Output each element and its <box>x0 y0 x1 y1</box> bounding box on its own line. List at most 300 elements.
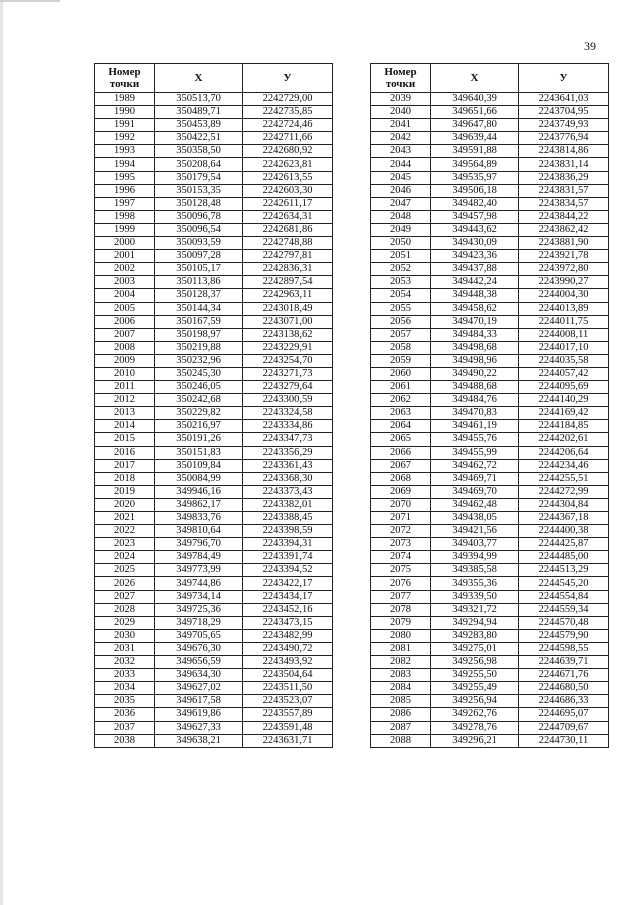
x-coordinate-cell: 349448,38 <box>431 289 519 302</box>
y-coordinate-cell: 2242735,85 <box>243 106 333 119</box>
point-number-cell: 2069 <box>371 485 431 498</box>
table-row <box>95 512 333 525</box>
y-coordinate-cell: 2244367,18 <box>519 512 609 525</box>
table-row <box>371 656 609 669</box>
header-y: У <box>243 64 333 93</box>
table-row <box>371 315 609 328</box>
x-coordinate-cell: 349484,33 <box>431 328 519 341</box>
y-coordinate-cell: 2242634,31 <box>243 210 333 223</box>
point-number-cell: 2049 <box>371 223 431 236</box>
point-number-cell: 2018 <box>95 472 155 485</box>
table-row <box>371 446 609 459</box>
y-coordinate-cell: 2242681,86 <box>243 223 333 236</box>
x-coordinate-cell: 349651,66 <box>431 106 519 119</box>
table-row <box>95 184 333 197</box>
y-coordinate-cell: 2244545,20 <box>519 577 609 590</box>
y-coordinate-cell: 2243504,64 <box>243 669 333 682</box>
y-coordinate-cell: 2242729,00 <box>243 93 333 106</box>
y-coordinate-cell: 2242797,81 <box>243 250 333 263</box>
y-coordinate-cell: 2244013,89 <box>519 302 609 315</box>
y-coordinate-cell: 2243631,71 <box>243 734 333 747</box>
x-coordinate-cell: 350151,83 <box>155 446 243 459</box>
y-coordinate-cell: 2242680,92 <box>243 145 333 158</box>
x-coordinate-cell: 349833,76 <box>155 512 243 525</box>
point-number-cell: 1992 <box>95 132 155 145</box>
y-coordinate-cell: 2243834,57 <box>519 197 609 210</box>
x-coordinate-cell: 350242,68 <box>155 394 243 407</box>
y-coordinate-cell: 2244008,11 <box>519 328 609 341</box>
point-number-cell: 2017 <box>95 459 155 472</box>
point-number-cell: 2081 <box>371 642 431 655</box>
table-row <box>371 577 609 590</box>
x-coordinate-cell: 349591,88 <box>431 145 519 158</box>
x-coordinate-cell: 349469,71 <box>431 472 519 485</box>
header-point-number-line1: Номер <box>384 66 417 78</box>
y-coordinate-cell: 2244304,84 <box>519 498 609 511</box>
x-coordinate-cell: 349676,30 <box>155 642 243 655</box>
point-number-cell: 2007 <box>95 328 155 341</box>
point-number-cell: 2043 <box>371 145 431 158</box>
x-coordinate-cell: 349462,48 <box>431 498 519 511</box>
y-coordinate-cell: 2244554,84 <box>519 590 609 603</box>
table-row <box>95 669 333 682</box>
x-coordinate-cell: 349256,98 <box>431 656 519 669</box>
point-number-cell: 2084 <box>371 682 431 695</box>
y-coordinate-cell: 2243836,29 <box>519 171 609 184</box>
x-coordinate-cell: 350191,26 <box>155 433 243 446</box>
point-number-cell: 2085 <box>371 695 431 708</box>
table-row <box>95 145 333 158</box>
point-number-cell: 2055 <box>371 302 431 315</box>
table-row <box>95 302 333 315</box>
table-row <box>95 328 333 341</box>
table-row <box>95 315 333 328</box>
table-row <box>371 590 609 603</box>
x-coordinate-cell: 350453,89 <box>155 119 243 132</box>
x-coordinate-cell: 350358,50 <box>155 145 243 158</box>
point-number-cell: 2016 <box>95 446 155 459</box>
table-row <box>95 551 333 564</box>
table-row <box>95 367 333 380</box>
point-number-cell: 2083 <box>371 669 431 682</box>
y-coordinate-cell: 2242613,55 <box>243 171 333 184</box>
point-number-cell: 2048 <box>371 210 431 223</box>
x-coordinate-cell: 349784,49 <box>155 551 243 564</box>
table-row <box>95 629 333 642</box>
point-number-cell: 2030 <box>95 629 155 642</box>
table-row <box>95 394 333 407</box>
table-row <box>95 132 333 145</box>
y-coordinate-cell: 2243844,22 <box>519 210 609 223</box>
y-coordinate-cell: 2244004,30 <box>519 289 609 302</box>
y-coordinate-cell: 2243394,52 <box>243 564 333 577</box>
point-number-cell: 2062 <box>371 394 431 407</box>
point-number-cell: 2035 <box>95 695 155 708</box>
x-coordinate-cell: 349718,29 <box>155 616 243 629</box>
y-coordinate-cell: 2244570,48 <box>519 616 609 629</box>
y-coordinate-cell: 2243749,93 <box>519 119 609 132</box>
point-number-cell: 2012 <box>95 394 155 407</box>
point-number-cell: 2066 <box>371 446 431 459</box>
x-coordinate-cell: 349423,36 <box>431 250 519 263</box>
table-row <box>95 354 333 367</box>
x-coordinate-cell: 349462,72 <box>431 459 519 472</box>
x-coordinate-cell: 350513,70 <box>155 93 243 106</box>
point-number-cell: 2056 <box>371 315 431 328</box>
x-coordinate-cell: 349862,17 <box>155 498 243 511</box>
y-coordinate-cell: 2242623,81 <box>243 158 333 171</box>
table-row <box>95 263 333 276</box>
header-point-number <box>95 64 155 93</box>
x-coordinate-cell: 349438,05 <box>431 512 519 525</box>
point-number-cell: 2077 <box>371 590 431 603</box>
point-number-cell: 2013 <box>95 407 155 420</box>
y-coordinate-cell: 2244686,33 <box>519 695 609 708</box>
y-coordinate-cell: 2244234,46 <box>519 459 609 472</box>
table-row <box>371 498 609 511</box>
y-coordinate-cell: 2243324,58 <box>243 407 333 420</box>
point-number-cell: 2027 <box>95 590 155 603</box>
x-coordinate-cell: 349455,99 <box>431 446 519 459</box>
x-coordinate-cell: 350198,97 <box>155 328 243 341</box>
table-row <box>371 734 609 747</box>
point-number-cell: 1993 <box>95 145 155 158</box>
y-coordinate-cell: 2243334,86 <box>243 420 333 433</box>
x-coordinate-cell: 349656,59 <box>155 656 243 669</box>
x-coordinate-cell: 349796,70 <box>155 538 243 551</box>
table-row <box>371 708 609 721</box>
point-number-cell: 2071 <box>371 512 431 525</box>
x-coordinate-cell: 350144,34 <box>155 302 243 315</box>
table-row <box>371 289 609 302</box>
x-coordinate-cell: 349355,36 <box>431 577 519 590</box>
x-coordinate-cell: 349283,80 <box>431 629 519 642</box>
point-number-cell: 2087 <box>371 721 431 734</box>
scan-mark <box>0 0 60 2</box>
y-coordinate-cell: 2242603,30 <box>243 184 333 197</box>
point-number-cell: 2072 <box>371 525 431 538</box>
table-row <box>95 472 333 485</box>
point-number-cell: 2039 <box>371 93 431 106</box>
y-coordinate-cell: 2243862,42 <box>519 223 609 236</box>
point-number-cell: 2025 <box>95 564 155 577</box>
table-row <box>371 237 609 250</box>
y-coordinate-cell: 2243493,92 <box>243 656 333 669</box>
y-coordinate-cell: 2243523,07 <box>243 695 333 708</box>
table-row <box>371 551 609 564</box>
table-row <box>371 158 609 171</box>
point-number-cell: 2044 <box>371 158 431 171</box>
x-coordinate-cell: 349437,88 <box>431 263 519 276</box>
x-coordinate-cell: 349498,68 <box>431 341 519 354</box>
x-coordinate-cell: 349275,01 <box>431 642 519 655</box>
table-row <box>95 250 333 263</box>
x-coordinate-cell: 350208,64 <box>155 158 243 171</box>
point-number-cell: 1999 <box>95 223 155 236</box>
point-number-cell: 2010 <box>95 367 155 380</box>
point-number-cell: 1994 <box>95 158 155 171</box>
point-number-cell: 2047 <box>371 197 431 210</box>
y-coordinate-cell: 2243229,91 <box>243 341 333 354</box>
y-coordinate-cell: 2244730,11 <box>519 734 609 747</box>
point-number-cell: 2058 <box>371 341 431 354</box>
point-number-cell: 2028 <box>95 603 155 616</box>
y-coordinate-cell: 2244206,64 <box>519 446 609 459</box>
table-row <box>95 407 333 420</box>
x-coordinate-cell: 349488,68 <box>431 381 519 394</box>
point-number-cell: 2078 <box>371 603 431 616</box>
y-coordinate-cell: 2242836,31 <box>243 263 333 276</box>
point-number-cell: 2026 <box>95 577 155 590</box>
y-coordinate-cell: 2243776,94 <box>519 132 609 145</box>
point-number-cell: 1997 <box>95 197 155 210</box>
table-row <box>95 276 333 289</box>
x-coordinate-cell: 349810,64 <box>155 525 243 538</box>
x-coordinate-cell: 349744,86 <box>155 577 243 590</box>
x-coordinate-cell: 349469,70 <box>431 485 519 498</box>
y-coordinate-cell: 2243382,01 <box>243 498 333 511</box>
point-number-cell: 2052 <box>371 263 431 276</box>
x-coordinate-cell: 349278,76 <box>431 721 519 734</box>
point-number-cell: 2005 <box>95 302 155 315</box>
table-row <box>371 629 609 642</box>
table-row <box>371 210 609 223</box>
point-number-cell: 2022 <box>95 525 155 538</box>
x-coordinate-cell: 349490,22 <box>431 367 519 380</box>
x-coordinate-cell: 349638,21 <box>155 734 243 747</box>
table-row <box>371 145 609 158</box>
y-coordinate-cell: 2243511,50 <box>243 682 333 695</box>
x-coordinate-cell: 349647,80 <box>431 119 519 132</box>
x-coordinate-cell: 349734,14 <box>155 590 243 603</box>
table-row <box>95 171 333 184</box>
y-coordinate-cell: 2243279,64 <box>243 381 333 394</box>
point-number-cell: 2050 <box>371 237 431 250</box>
point-number-cell: 2075 <box>371 564 431 577</box>
table-row <box>95 564 333 577</box>
point-number-cell: 2042 <box>371 132 431 145</box>
point-number-cell: 2004 <box>95 289 155 302</box>
point-number-cell: 1996 <box>95 184 155 197</box>
x-coordinate-cell: 349443,62 <box>431 223 519 236</box>
header-x: Х <box>431 64 519 93</box>
x-coordinate-cell: 350489,71 <box>155 106 243 119</box>
point-number-cell: 2080 <box>371 629 431 642</box>
y-coordinate-cell: 2244671,76 <box>519 669 609 682</box>
point-number-cell: 2031 <box>95 642 155 655</box>
y-coordinate-cell: 2244184,85 <box>519 420 609 433</box>
table-row <box>95 197 333 210</box>
y-coordinate-cell: 2244639,71 <box>519 656 609 669</box>
x-coordinate-cell: 350422,51 <box>155 132 243 145</box>
point-number-cell: 2063 <box>371 407 431 420</box>
y-coordinate-cell: 2244680,50 <box>519 682 609 695</box>
table-row <box>371 538 609 551</box>
point-number-cell: 2074 <box>371 551 431 564</box>
point-number-cell: 2067 <box>371 459 431 472</box>
point-number-cell: 2011 <box>95 381 155 394</box>
x-coordinate-cell: 350219,88 <box>155 341 243 354</box>
point-number-cell: 2076 <box>371 577 431 590</box>
point-number-cell: 1989 <box>95 93 155 106</box>
table-row <box>95 420 333 433</box>
point-number-cell: 2045 <box>371 171 431 184</box>
table-row <box>371 197 609 210</box>
y-coordinate-cell: 2243300,59 <box>243 394 333 407</box>
header-point-number-line2: точки <box>109 78 140 90</box>
table-row <box>95 237 333 250</box>
table-row <box>371 250 609 263</box>
table-body <box>371 93 609 748</box>
table-row <box>95 498 333 511</box>
y-coordinate-cell: 2243347,73 <box>243 433 333 446</box>
table-row <box>371 603 609 616</box>
x-coordinate-cell: 349442,24 <box>431 276 519 289</box>
table-row <box>371 354 609 367</box>
table-row <box>95 341 333 354</box>
x-coordinate-cell: 349321,72 <box>431 603 519 616</box>
table-row <box>371 512 609 525</box>
y-coordinate-cell: 2244017,10 <box>519 341 609 354</box>
point-number-cell: 2019 <box>95 485 155 498</box>
table-row <box>95 525 333 538</box>
table-row <box>95 446 333 459</box>
point-number-cell: 2033 <box>95 669 155 682</box>
y-coordinate-cell: 2244272,99 <box>519 485 609 498</box>
y-coordinate-cell: 2244035,58 <box>519 354 609 367</box>
x-coordinate-cell: 349773,99 <box>155 564 243 577</box>
x-coordinate-cell: 349506,18 <box>431 184 519 197</box>
y-coordinate-cell: 2243482,99 <box>243 629 333 642</box>
header-point-number-line1: Номер <box>108 66 141 78</box>
x-coordinate-cell: 350093,59 <box>155 237 243 250</box>
x-coordinate-cell: 349498,96 <box>431 354 519 367</box>
table-row <box>371 106 609 119</box>
y-coordinate-cell: 2243972,80 <box>519 263 609 276</box>
table-row <box>371 407 609 420</box>
point-number-cell: 1995 <box>95 171 155 184</box>
table-row <box>371 132 609 145</box>
point-number-cell: 2032 <box>95 656 155 669</box>
y-coordinate-cell: 2244095,69 <box>519 381 609 394</box>
y-coordinate-cell: 2243434,17 <box>243 590 333 603</box>
table-row <box>371 367 609 380</box>
y-coordinate-cell: 2243591,48 <box>243 721 333 734</box>
table-row <box>95 158 333 171</box>
y-coordinate-cell: 2243394,31 <box>243 538 333 551</box>
y-coordinate-cell: 2242748,88 <box>243 237 333 250</box>
point-number-cell: 2015 <box>95 433 155 446</box>
point-number-cell: 2034 <box>95 682 155 695</box>
table-row <box>371 525 609 538</box>
table-row <box>371 184 609 197</box>
x-coordinate-cell: 349535,97 <box>431 171 519 184</box>
point-number-cell: 2006 <box>95 315 155 328</box>
x-coordinate-cell: 349564,89 <box>431 158 519 171</box>
x-coordinate-cell: 350167,59 <box>155 315 243 328</box>
table-header-row <box>371 64 609 93</box>
x-coordinate-cell: 349339,50 <box>431 590 519 603</box>
x-coordinate-cell: 350096,54 <box>155 223 243 236</box>
x-coordinate-cell: 349470,83 <box>431 407 519 420</box>
x-coordinate-cell: 349262,76 <box>431 708 519 721</box>
y-coordinate-cell: 2243071,00 <box>243 315 333 328</box>
x-coordinate-cell: 349421,56 <box>431 525 519 538</box>
point-number-cell: 2070 <box>371 498 431 511</box>
y-coordinate-cell: 2244011,75 <box>519 315 609 328</box>
y-coordinate-cell: 2244202,61 <box>519 433 609 446</box>
table-row <box>95 721 333 734</box>
y-coordinate-cell: 2244140,29 <box>519 394 609 407</box>
table-row <box>371 616 609 629</box>
y-coordinate-cell: 2243921,78 <box>519 250 609 263</box>
page-number: 39 <box>584 39 596 53</box>
x-coordinate-cell: 350229,82 <box>155 407 243 420</box>
table-header-row <box>95 64 333 93</box>
table-row <box>371 433 609 446</box>
table-row <box>371 695 609 708</box>
x-coordinate-cell: 350179,54 <box>155 171 243 184</box>
table-row <box>95 695 333 708</box>
table-row <box>95 223 333 236</box>
y-coordinate-cell: 2243388,45 <box>243 512 333 525</box>
x-coordinate-cell: 349458,62 <box>431 302 519 315</box>
table-row <box>371 721 609 734</box>
x-coordinate-cell: 350216,97 <box>155 420 243 433</box>
x-coordinate-cell: 350246,05 <box>155 381 243 394</box>
table-row <box>371 459 609 472</box>
table-row <box>95 538 333 551</box>
y-coordinate-cell: 2242611,17 <box>243 197 333 210</box>
table-row <box>371 472 609 485</box>
y-coordinate-cell: 2243881,90 <box>519 237 609 250</box>
y-coordinate-cell: 2244709,67 <box>519 721 609 734</box>
y-coordinate-cell: 2243831,14 <box>519 158 609 171</box>
y-coordinate-cell: 2242711,66 <box>243 132 333 145</box>
y-coordinate-cell: 2243422,17 <box>243 577 333 590</box>
point-number-cell: 2064 <box>371 420 431 433</box>
coordinates-table-right <box>370 63 609 748</box>
table-row <box>371 381 609 394</box>
point-number-cell: 2009 <box>95 354 155 367</box>
table-row <box>95 93 333 106</box>
table-row <box>95 656 333 669</box>
point-number-cell: 2001 <box>95 250 155 263</box>
point-number-cell: 1998 <box>95 210 155 223</box>
table-row <box>95 642 333 655</box>
y-coordinate-cell: 2244485,00 <box>519 551 609 564</box>
x-coordinate-cell: 349255,50 <box>431 669 519 682</box>
point-number-cell: 1990 <box>95 106 155 119</box>
table-row <box>95 616 333 629</box>
x-coordinate-cell: 349403,77 <box>431 538 519 551</box>
y-coordinate-cell: 2243704,95 <box>519 106 609 119</box>
table-row <box>95 381 333 394</box>
x-coordinate-cell: 350084,99 <box>155 472 243 485</box>
table-row <box>371 328 609 341</box>
point-number-cell: 2021 <box>95 512 155 525</box>
y-coordinate-cell: 2243018,49 <box>243 302 333 315</box>
x-coordinate-cell: 350128,37 <box>155 289 243 302</box>
y-coordinate-cell: 2242897,54 <box>243 276 333 289</box>
point-number-cell: 2020 <box>95 498 155 511</box>
x-coordinate-cell: 349482,40 <box>431 197 519 210</box>
point-number-cell: 2082 <box>371 656 431 669</box>
point-number-cell: 2073 <box>371 538 431 551</box>
point-number-cell: 2059 <box>371 354 431 367</box>
point-number-cell: 2038 <box>95 734 155 747</box>
y-coordinate-cell: 2243452,16 <box>243 603 333 616</box>
